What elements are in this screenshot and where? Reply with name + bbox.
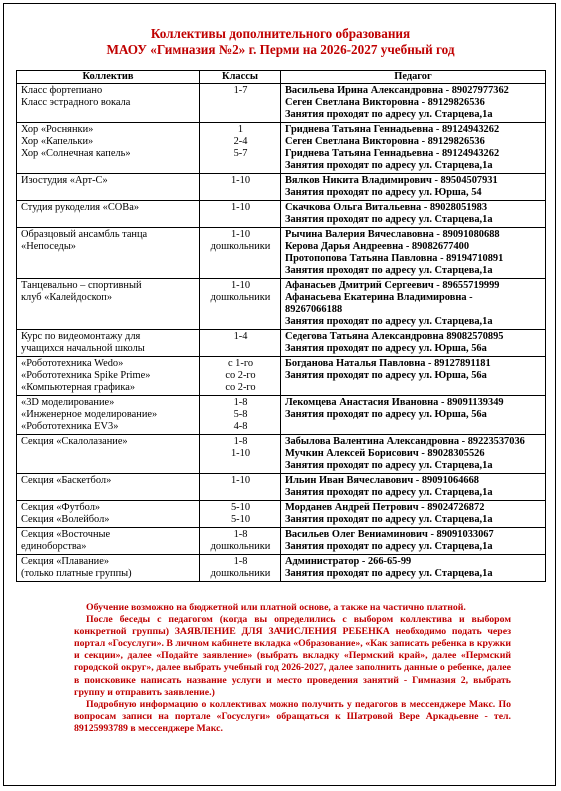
grades-cell bbox=[200, 279, 281, 330]
teacher-cell bbox=[281, 474, 546, 501]
grades-line bbox=[204, 214, 277, 226]
grades-line: 1-10 bbox=[230, 448, 251, 459]
teacher-line: Занятия проходят по адресу ул. Старцева,1а bbox=[285, 265, 493, 276]
collective-line: Секция «Баскетбол» bbox=[21, 475, 112, 486]
teacher-line: Занятия проходят по адресу ул. Старцева,1а bbox=[285, 214, 493, 225]
teacher-cell bbox=[281, 84, 546, 123]
collective-cell bbox=[17, 84, 200, 123]
grades-line: 4-8 bbox=[233, 421, 248, 432]
table-row bbox=[17, 474, 546, 501]
collective-line: Класс фортепиано bbox=[21, 85, 103, 96]
teacher-line: Васильев Олег Вениаминович - 89091033067 bbox=[285, 529, 494, 540]
grades-line bbox=[204, 487, 277, 499]
grades-line: со 2-го bbox=[225, 382, 256, 393]
header-grades: Классы bbox=[200, 71, 281, 84]
collective-line: Секция «Волейбол» bbox=[21, 514, 110, 525]
teacher-line: Седегова Татьяна Александровна 89082570895 bbox=[285, 331, 504, 342]
teacher-line: Ильин Иван Вячеславович - 89091064668 bbox=[285, 475, 479, 486]
grades-line: 5-8 bbox=[233, 409, 248, 420]
grades-line bbox=[204, 316, 277, 328]
table-row bbox=[17, 228, 546, 279]
teacher-cell bbox=[281, 555, 546, 582]
collective-line: «Инженерное моделирование» bbox=[21, 409, 158, 420]
table-row bbox=[17, 357, 546, 396]
note-payment: Обучение возможно на бюджетной или платной основе, а также на частично платной. bbox=[86, 602, 466, 613]
grades-line: дошкольники bbox=[210, 568, 271, 579]
collective-line: Хор «Капельки» bbox=[21, 136, 94, 147]
collective-cell bbox=[17, 357, 200, 396]
grades-cell bbox=[200, 123, 281, 174]
teacher-line: Занятия проходят по адресу ул. Старцева,1а bbox=[285, 514, 493, 525]
teacher-line: Занятия проходят по адресу ул. Старцева,1а bbox=[285, 109, 493, 120]
collective-cell bbox=[17, 474, 200, 501]
header-collective: Коллектив bbox=[17, 71, 200, 84]
teacher-line: Протопопова Татьяна Павловна - 89194710891 bbox=[285, 253, 504, 264]
teacher-cell bbox=[281, 279, 546, 330]
note-contacts: Подробную информацию о коллективах можно получить у педагогов в мессенджере Макс. По вопросам записи на портале «Госуслуги» обращаться к Шатровой Вере Аркадьевне - тел. 89125993789 в мессенджере Макс. bbox=[74, 698, 511, 734]
collective-line: учащихся начальной школы bbox=[21, 343, 145, 354]
collective-line bbox=[21, 109, 196, 121]
teacher-line: Афанасьева Екатерина Владимировна - bbox=[285, 292, 473, 303]
teacher-cell bbox=[281, 435, 546, 474]
grades-line: 1-4 bbox=[233, 331, 248, 342]
grades-line: дошкольники bbox=[210, 241, 271, 252]
collective-cell bbox=[17, 396, 200, 435]
collective-line bbox=[21, 265, 196, 277]
collective-line bbox=[21, 253, 196, 265]
collective-line bbox=[21, 448, 196, 460]
collective-cell bbox=[17, 501, 200, 528]
collective-cell bbox=[17, 174, 200, 201]
grades-line bbox=[204, 97, 277, 109]
table-row bbox=[17, 501, 546, 528]
collective-line bbox=[21, 487, 196, 499]
grades-line: 1-10 bbox=[230, 175, 251, 186]
grades-line bbox=[204, 304, 277, 316]
collective-line bbox=[21, 460, 196, 472]
collective-line: Хор «Солнечная капель» bbox=[21, 148, 131, 159]
collective-line bbox=[21, 187, 196, 199]
collective-line: «Робототехника EV3» bbox=[21, 421, 119, 432]
teacher-line: Мучкин Алексей Борисович - 89028305526 bbox=[285, 448, 485, 459]
collective-line: Танцевально – спортивный bbox=[21, 280, 142, 291]
teacher-line: Вялков Никита Владимирович - 89504507931 bbox=[285, 175, 498, 186]
grades-line: 5-7 bbox=[233, 148, 248, 159]
collective-line: Хор «Роснянки» bbox=[21, 124, 94, 135]
teacher-line: Скачкова Ольга Витальевна - 89028051983 bbox=[285, 202, 488, 213]
collective-line: клуб «Калейдоскоп» bbox=[21, 292, 113, 303]
table-row bbox=[17, 528, 546, 555]
teacher-line: Занятия проходят по адресу ул. Старцева,1а bbox=[285, 316, 493, 327]
grades-cell bbox=[200, 435, 281, 474]
table-row bbox=[17, 435, 546, 474]
teacher-line: Занятия проходят по адресу ул. Юрша, 56а bbox=[285, 370, 487, 381]
teacher-line: Сеген Светлана Викторовна - 89129826536 bbox=[285, 97, 485, 108]
grades-line: 1-10 bbox=[230, 475, 251, 486]
collective-line: Секция «Скалолазание» bbox=[21, 436, 128, 447]
grades-line: 2-4 bbox=[233, 136, 248, 147]
grades-cell bbox=[200, 84, 281, 123]
collective-cell bbox=[17, 279, 200, 330]
teacher-line: Гриднева Татьяна Геннадьевна - 89124943262 bbox=[285, 124, 500, 135]
table-header-row bbox=[17, 71, 546, 84]
collective-line bbox=[21, 304, 196, 316]
collective-cell bbox=[17, 123, 200, 174]
teacher-line bbox=[285, 382, 542, 394]
collective-line: единоборства» bbox=[21, 541, 87, 552]
collective-cell bbox=[17, 528, 200, 555]
collective-line: Студия рукоделия «СОВа» bbox=[21, 202, 140, 213]
teacher-line: Сеген Светлана Викторовна - 89129826536 bbox=[285, 136, 485, 147]
grades-line: 1-10 bbox=[230, 202, 251, 213]
teacher-cell bbox=[281, 123, 546, 174]
collective-line: (только платные группы) bbox=[21, 568, 132, 579]
collective-line bbox=[21, 160, 196, 172]
table-row bbox=[17, 396, 546, 435]
collective-cell bbox=[17, 330, 200, 357]
grades-cell bbox=[200, 501, 281, 528]
grades-line: со 2-го bbox=[225, 370, 256, 381]
grades-cell bbox=[200, 228, 281, 279]
teacher-line: Рычина Валерия Вячеславовна - 89091080688 bbox=[285, 229, 500, 240]
teacher-line: Занятия проходят по адресу ул. Старцева,1а bbox=[285, 160, 493, 171]
table-row bbox=[17, 123, 546, 174]
table-row bbox=[17, 84, 546, 123]
teacher-cell bbox=[281, 357, 546, 396]
teacher-cell bbox=[281, 228, 546, 279]
grades-line: 5-10 bbox=[230, 502, 251, 513]
collective-line: «3D моделирование» bbox=[21, 397, 115, 408]
header-teacher: Педагог bbox=[281, 71, 546, 84]
collective-cell bbox=[17, 201, 200, 228]
teacher-line: Занятия проходят по адресу ул. Юрша, 54 bbox=[285, 187, 482, 198]
collective-cell bbox=[17, 435, 200, 474]
collective-line: Секция «Восточные bbox=[21, 529, 111, 540]
collective-line: Секция «Футбол» bbox=[21, 502, 101, 513]
teacher-line: Занятия проходят по адресу ул. Старцева,1а bbox=[285, 568, 493, 579]
teacher-line: 89267066188 bbox=[285, 304, 343, 315]
collective-line: Курс по видеомонтажу для bbox=[21, 331, 141, 342]
grades-cell bbox=[200, 357, 281, 396]
table-row bbox=[17, 330, 546, 357]
collective-line: Образцовый ансамбль танца bbox=[21, 229, 148, 240]
teacher-line: Занятия проходят по адресу ул. Старцева,1а bbox=[285, 487, 493, 498]
teacher-line: Богданова Наталья Павловна - 89127891181 bbox=[285, 358, 491, 369]
collective-line: Класс эстрадного вокала bbox=[21, 97, 131, 108]
teacher-line: Администратор - 266-65-99 bbox=[285, 556, 412, 567]
grades-line: 1-8 bbox=[233, 529, 248, 540]
grades-cell bbox=[200, 474, 281, 501]
grades-line: с 1-го bbox=[227, 358, 254, 369]
collective-line: Изостудия «Арт-С» bbox=[21, 175, 108, 186]
grades-line: 1-8 bbox=[233, 436, 248, 447]
collective-line bbox=[21, 316, 196, 328]
grades-line: 1-10 bbox=[230, 229, 251, 240]
grades-line bbox=[204, 187, 277, 199]
grades-cell bbox=[200, 555, 281, 582]
grades-line bbox=[204, 343, 277, 355]
grades-line bbox=[204, 460, 277, 472]
grades-line bbox=[204, 253, 277, 265]
table-row bbox=[17, 201, 546, 228]
grades-line: дошкольники bbox=[210, 541, 271, 552]
teacher-line: Занятия проходят по адресу ул. Старцева,1а bbox=[285, 541, 493, 552]
collective-cell bbox=[17, 555, 200, 582]
page-title: Коллективы дополнительного образования bbox=[150, 26, 411, 41]
teacher-cell bbox=[281, 330, 546, 357]
teacher-line: Забылова Валентина Александровна - 89223537036 bbox=[285, 436, 525, 447]
table-row bbox=[17, 174, 546, 201]
collective-line: «Непоседы» bbox=[21, 241, 77, 252]
table-body bbox=[17, 84, 546, 582]
teacher-cell bbox=[281, 528, 546, 555]
teacher-line: Гриднева Татьяна Геннадьевна - 89124943262 bbox=[285, 148, 500, 159]
collective-line: Секция «Плавание» bbox=[21, 556, 110, 567]
grades-line: 5-10 bbox=[230, 514, 251, 525]
grades-line: 1 bbox=[237, 124, 244, 135]
grades-line: 1-8 bbox=[233, 556, 248, 567]
teacher-line: Занятия проходят по адресу ул. Юрша, 56а bbox=[285, 343, 487, 354]
clubs-table bbox=[16, 70, 546, 582]
teacher-line: Лекомцева Анастасия Ивановна - 89091139349 bbox=[285, 397, 504, 408]
collective-line: «Робототехника Wedo» bbox=[21, 358, 124, 369]
teacher-line bbox=[285, 421, 542, 433]
grades-line bbox=[204, 160, 277, 172]
table-row bbox=[17, 555, 546, 582]
grades-line: 1-8 bbox=[233, 397, 248, 408]
grades-line: 1-10 bbox=[230, 280, 251, 291]
grades-line bbox=[204, 265, 277, 277]
collective-line bbox=[21, 214, 196, 226]
teacher-line: Васильева Ирина Александровна - 89027977362 bbox=[285, 85, 509, 96]
collective-line: «Робототехника Spike Prime» bbox=[21, 370, 151, 381]
grades-cell bbox=[200, 330, 281, 357]
grades-line: 1-7 bbox=[233, 85, 248, 96]
grades-cell bbox=[200, 174, 281, 201]
grades-cell bbox=[200, 201, 281, 228]
teacher-line: Занятия проходят по адресу ул. Старцева,1а bbox=[285, 460, 493, 471]
notes-block bbox=[74, 602, 511, 735]
teacher-line: Морданев Андрей Петрович - 89024726872 bbox=[285, 502, 485, 513]
teacher-cell bbox=[281, 501, 546, 528]
teacher-line: Занятия проходят по адресу ул. Юрша, 56а bbox=[285, 409, 487, 420]
table-row bbox=[17, 279, 546, 330]
collective-cell bbox=[17, 228, 200, 279]
teacher-line: Керова Дарья Андреевна - 89082677400 bbox=[285, 241, 470, 252]
page-subtitle: МАОУ «Гимназия №2» г. Перми на 2026-2027 учебный год bbox=[106, 42, 455, 57]
grades-line: дошкольники bbox=[210, 292, 271, 303]
teacher-cell bbox=[281, 201, 546, 228]
grades-cell bbox=[200, 396, 281, 435]
grades-line bbox=[204, 109, 277, 121]
teacher-cell bbox=[281, 396, 546, 435]
note-enrollment: После беседы с педагогом (когда вы определились с выбором коллектива и выбором конкретной группы) ЗАЯВЛЕНИЕ ДЛЯ ЗАЧИСЛЕНИЯ РЕБЕНКА необходимо подать через портал «Госуслуги». В личном кабинете вкладка «Образование», «Как записать ребенка в кружки и секции», далее «Подайте заявление» (выбрать вкладку «Пермский край», далее «Пермский городской округ», далее выбрать учебный год 2026-2027, далее заполнить данные о ребенке, далее в поисковике написать название услуги и место проведения занятий - Гимназия 2, выбрать группу и отправить заявление.) bbox=[74, 614, 511, 698]
teacher-cell bbox=[281, 174, 546, 201]
grades-cell bbox=[200, 528, 281, 555]
collective-line: «Компьютерная графика» bbox=[21, 382, 136, 393]
teacher-line: Афанасьев Дмитрий Сергеевич - 89655719999 bbox=[285, 280, 500, 291]
